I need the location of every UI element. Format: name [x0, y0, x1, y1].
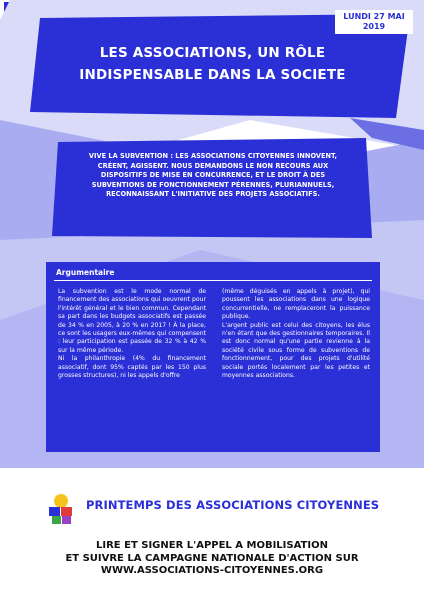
footer	[0, 480, 424, 600]
call-to-action	[40, 540, 384, 578]
title-line-2: INDISPENSABLE DANS LA SOCIETE	[79, 67, 346, 83]
date-box	[335, 10, 413, 34]
argument-paragraph: L'argent public est celui des citoyens, les élus n'en étant que des gestionnaires temporaires. Il est donc normal qu'une partie revienne à la société civile sous forme de subventions de fonctionnement, pour des projets d'utilité sociale portés localement par les petites et moyennes associations.	[222, 321, 370, 380]
argument-column-right	[222, 288, 370, 380]
spring-title: PRINTEMPS DES ASSOCIATIONS CITOYENNES	[86, 498, 380, 512]
argument-box	[46, 262, 380, 452]
association-logo-icon	[46, 492, 76, 526]
argument-heading: Argumentaire	[56, 268, 115, 277]
page-title	[60, 42, 365, 86]
argument-column-left	[58, 288, 206, 380]
heading-divider	[54, 280, 372, 281]
argument-paragraph: La subvention est le mode normal de financement des associations qui oeuvrent pour l'intérêt général et le bien commun. Cependant sa part dans les budgets associatifs est passée de 34 % en 2005, à 20 % en 2017 ! À la place, ce sont les usagers eux-mêmes qui compensent : leur participation est passée de 32 % à 42 % sur la même période.	[58, 288, 206, 354]
date-day: LUNDI 27 MAI	[343, 12, 405, 21]
subsidy-statement: VIVE LA SUBVENTION : LES ASSOCIATIONS CITOYENNES INNOVENT, CRÉENT, AGISSENT. NOUS DEMANDONS LE NON RECOURS AUX DISPOSITIFS DE MISE EN CONCURRENCE, ET LE DROIT À DES SUBVENTIONS DE FONCTIONNEMENT PÉRENNES, PLURIANNUELS, RECONNAISSANT L'INITIATIVE DES PROJETS ASSOCIATIFS.	[88, 152, 338, 199]
argument-paragraph: Ni la philanthropie (4% du financement associatif, dont 95% captés par les 150 plus grosses structures), ni les appels d'offre	[58, 355, 206, 380]
date-year: 2019	[362, 22, 386, 31]
website-link[interactable]: WWW.ASSOCIATIONS-CITOYENNES.ORG	[100, 565, 324, 576]
callout-line-2: ET SUIVRE LA CAMPAGNE NATIONALE D'ACTION SUR	[65, 552, 359, 564]
callout-line-1: LIRE ET SIGNER L'APPEL A MOBILISATION	[96, 540, 328, 551]
title-line-1: LES ASSOCIATIONS, UN RÔLE	[99, 45, 326, 61]
argument-paragraph: (même déguisés en appels à projet), qui poussent les associations dans une logique concurrentielle, ne remplaceront la puissance publique.	[222, 288, 370, 321]
